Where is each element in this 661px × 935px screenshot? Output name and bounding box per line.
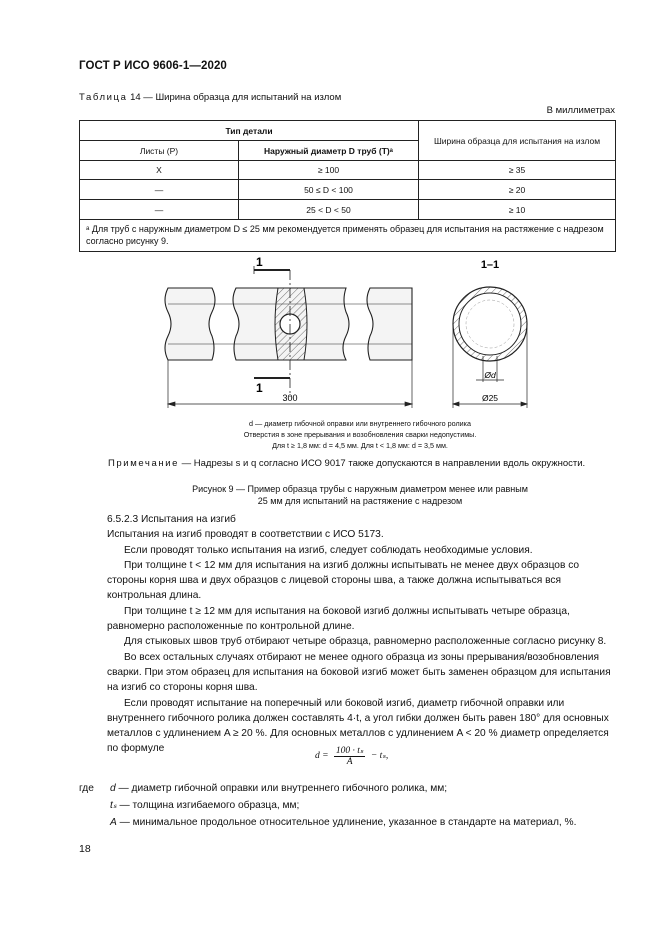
page-header: ГОСТ Р ИСО 9606-1—2020 — [79, 60, 227, 72]
definition-text: — минимальное продольное относительное удлинение, указанное в стандарте на материал, %. — [116, 817, 577, 828]
section-view — [453, 287, 527, 361]
bend-diameter-formula — [315, 745, 388, 767]
table-cell: ≥ 20 — [419, 180, 616, 200]
section-mark-top: 1 — [256, 255, 263, 269]
table-cell: 50 ≤ D < 100 — [239, 180, 419, 200]
figure-title-line-1: Рисунок 9 — Пример образца трубы с наружным диаметром менее или равным — [192, 484, 528, 494]
figure-title — [130, 483, 590, 507]
sheets-header-cell: Листы (P) — [80, 141, 239, 161]
table-row — [80, 200, 616, 220]
figure-legend-3: Для t ≥ 1,8 мм: d = 4,5 мм. Для t < 1,8 мм: d = 3,5 мм. — [272, 441, 448, 450]
definition-text: — диаметр гибочной оправки или внутреннего гибочного ролика, мм; — [115, 783, 448, 794]
paragraph: При толщине t < 12 мм для испытания на изгиб должны испытывать не менее двух образцов со стороны корня шва и двух образцов с лицевой стороны шва, а также должна испытываться вся контрольная длина. — [107, 559, 580, 602]
formula-denominator: A — [346, 757, 353, 767]
definition-symbol: tₛ — [110, 800, 117, 811]
formula-lhs: d = — [315, 751, 329, 762]
definition-item — [110, 800, 299, 811]
figure-title-line-2: 25 мм для испытаний на растяжение с надрезом — [257, 496, 463, 506]
length-dimension-label: 300 — [282, 393, 298, 403]
definition-symbol: d — [110, 783, 116, 794]
definition-item — [110, 817, 576, 828]
figure-legend-1: d — диаметр гибочной оправки или внутреннего гибочного ролика — [249, 419, 471, 428]
figure-note-label: Примечание — [108, 458, 179, 469]
section-title: 1–1 — [480, 259, 500, 271]
section-mark-bottom: 1 — [256, 381, 263, 395]
table-14 — [79, 120, 616, 252]
figure-legend-2: Отверстия в зоне прерывания и возобновления сварки недопустимы. — [243, 430, 477, 439]
table-cell: ≥ 100 — [239, 161, 419, 180]
table-cell: ≥ 10 — [419, 200, 616, 220]
table-cell: — — [80, 200, 239, 220]
table-cell: ≥ 35 — [419, 161, 616, 180]
paragraph: Во всех остальных случаях отбирают не менее одного образца из зоны прерывания/возобновления сварки. При этом образец для испытания на боковой изгиб может быть заменен образцом для испытания на изгиб со стороны корня шва. — [107, 651, 611, 694]
table-caption-label: Таблица — [79, 92, 128, 103]
table-row — [80, 180, 616, 200]
section-heading: 6.5.2.3 Испытания на изгиб — [107, 514, 236, 525]
table-row — [80, 161, 616, 180]
inner-diameter-label: Ød — [484, 370, 496, 380]
figure-note — [108, 458, 585, 469]
definition-text: — толщина изгибаемого образца, мм; — [116, 800, 300, 811]
paragraph: Если проводят испытание на поперечный или боковой изгиб, диаметр гибочной оправки или внутреннего гибочного ролика должен составлять 4·t, а угол гибки должен быть равен 180° для основных металлов с удлинением A ≥ 20 %. Для основных металлов с удлинением A < 20 % диаметр определяется по формуле — [107, 697, 609, 755]
section-body — [107, 512, 614, 757]
page-number: 18 — [79, 843, 91, 855]
formula-numerator: 100 · tₛ — [335, 746, 364, 756]
definition-item — [110, 783, 447, 794]
paragraph: Если проводят только испытания на изгиб, следует соблюдать необходимые условия. — [124, 544, 533, 556]
where-label: где — [79, 783, 94, 794]
weld-seam — [275, 288, 307, 360]
table-caption — [79, 92, 341, 103]
table-cell: X — [80, 161, 239, 180]
definition-symbol: A — [110, 817, 117, 828]
table-caption-text: 14 — Ширина образца для испытаний на излом — [127, 92, 342, 103]
paragraph: При толщине t ≥ 12 мм для испытания на боковой изгиб должны испытывать четыре образца, равномерно расположенные по контрольной длине. — [107, 605, 570, 633]
group-header-cell: Тип детали — [80, 121, 419, 141]
table-footnote: ᵃ Для труб с наружным диаметром D ≤ 25 мм рекомендуется применять образец для испытания на растяжение с надрезом согласно рисунку 9. — [80, 220, 616, 252]
formula-tail: − tₛ, — [370, 751, 389, 762]
table-header-row — [80, 121, 616, 141]
paragraph: Для стыковых швов труб отбирают четыре образца, равномерно расположенные согласно рисунку 8. — [124, 636, 607, 648]
formula-fraction — [334, 745, 366, 767]
pipe-header-cell: Наружный диаметр D труб (T)ᵃ — [239, 141, 419, 161]
width-header-cell: Ширина образца для испытания на излом — [419, 121, 616, 161]
figure-note-text: — Надрезы s и q согласно ИСО 9017 также допускаются в направлении вдоль окружности. — [179, 458, 586, 469]
table-units: В миллиметрах — [546, 105, 615, 116]
figure-9-drawing — [150, 252, 550, 412]
table-cell: — — [80, 180, 239, 200]
paragraph: Испытания на изгиб проводят в соответствии с ИСО 5173. — [107, 529, 384, 541]
table-footnote-row — [80, 220, 616, 252]
table-cell: 25 < D < 50 — [239, 200, 419, 220]
outer-diameter-label: Ø25 — [481, 393, 499, 403]
